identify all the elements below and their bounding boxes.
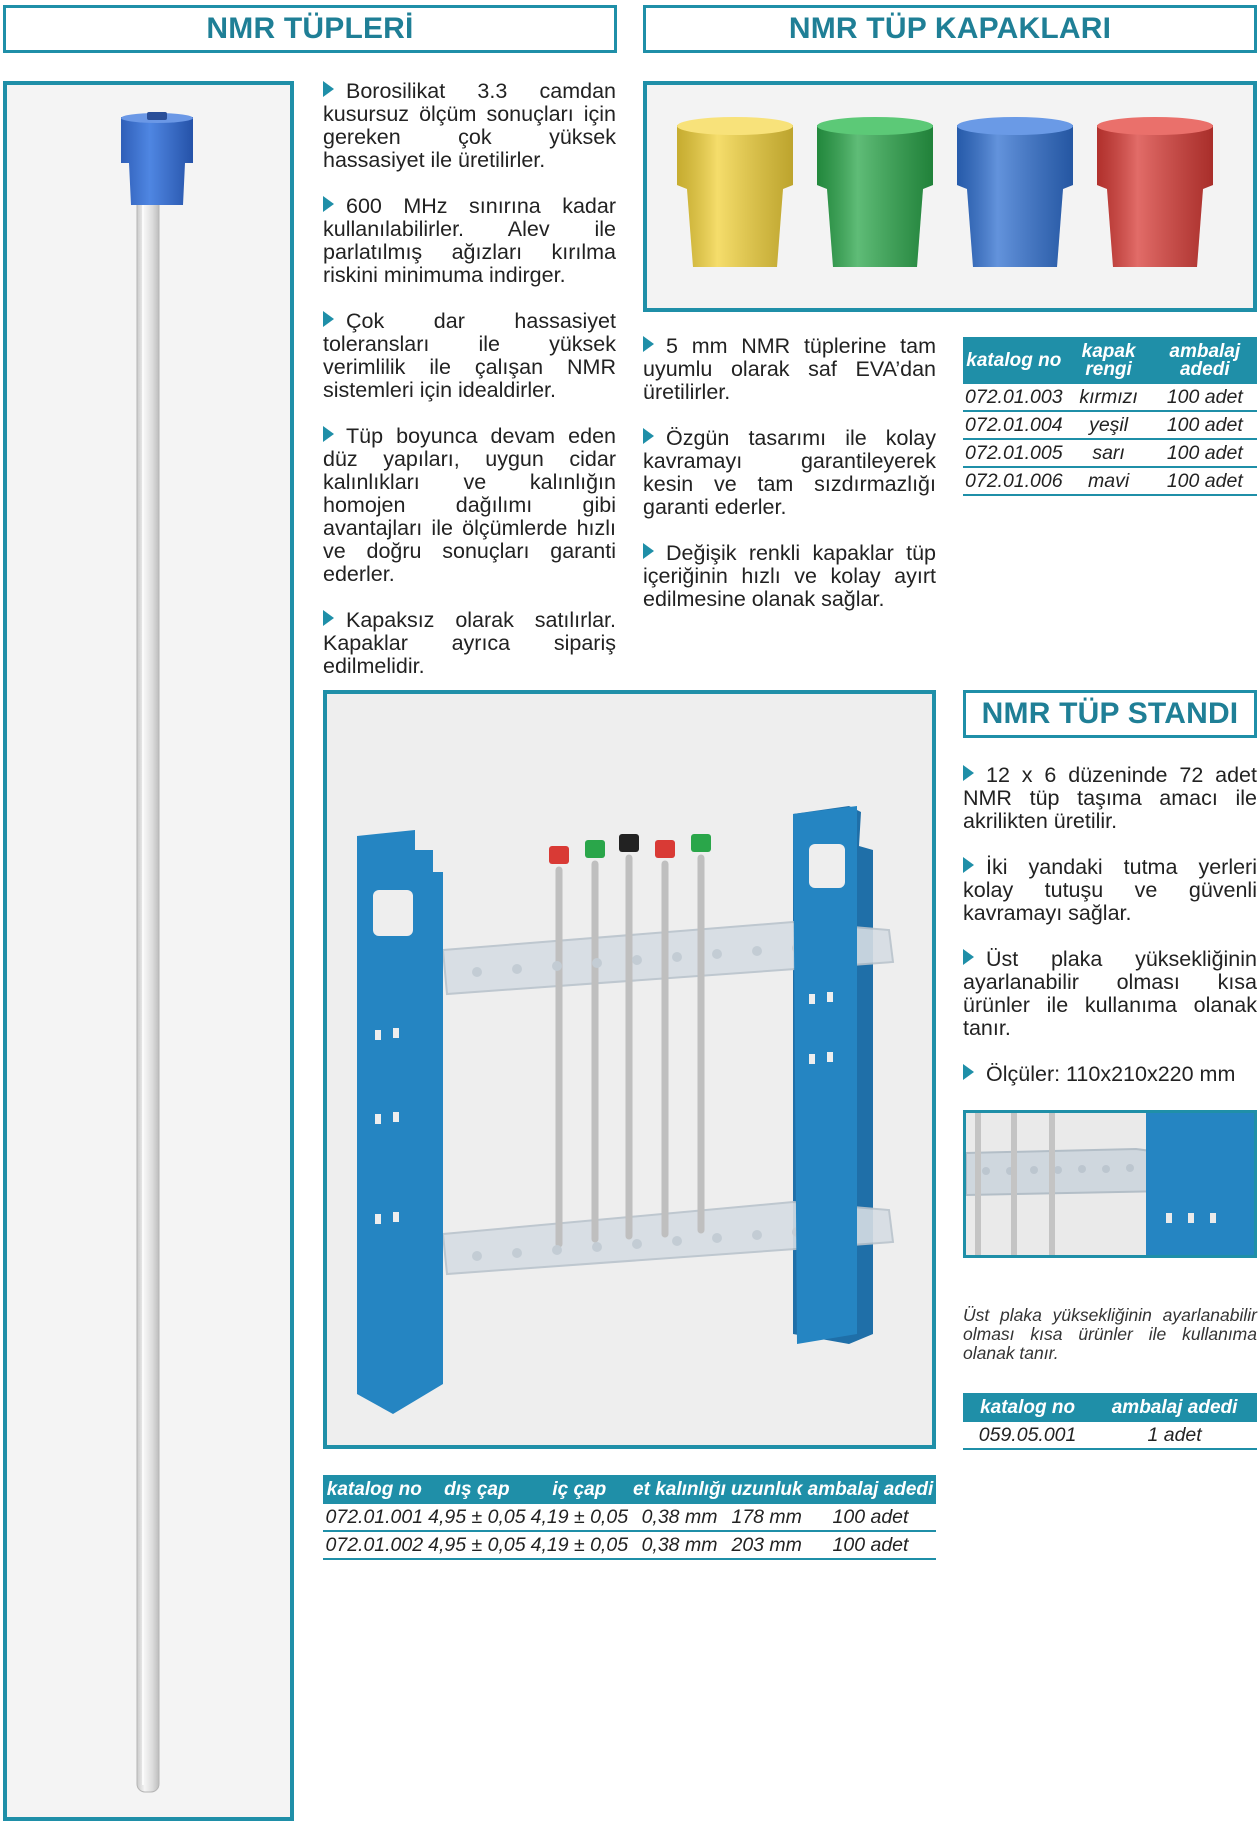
caps-feature-item: Özgün tasarımı ile kolay kavramayı garantileyerek kesin ve tam sızdırmazlığı garanti ederler.	[643, 426, 936, 519]
caps-feature-item: 5 mm NMR tüplerine tam uyumlu olarak saf EVA’dan üretilirler.	[643, 334, 936, 404]
table-header-cell: ambalaj adedi	[1153, 337, 1257, 383]
table-cell: 4,19 ± 0,05	[528, 1531, 630, 1559]
table-header-cell: katalog no	[963, 337, 1065, 383]
table-cell: 072.01.001	[323, 1503, 426, 1531]
table-cell: 100 adet	[1153, 383, 1257, 411]
nmr-tube-image	[7, 85, 290, 1817]
table-row	[963, 439, 1257, 467]
caps-section-title: NMR TÜP KAPAKLARI	[643, 5, 1257, 53]
tubes-feature-item: Kapaksız olarak satılırlar. Kapaklar ayrıca sipariş edilmelidir.	[323, 608, 616, 678]
arrow-bullet-icon	[963, 857, 974, 873]
table-cell: kırmızı	[1065, 383, 1153, 411]
table-row	[963, 383, 1257, 411]
tubes-section-title: NMR TÜPLERİ	[3, 5, 617, 53]
caps-image-frame	[643, 81, 1257, 312]
table-header-cell: ambalaj adedi	[805, 1475, 936, 1503]
table-cell: 178 mm	[728, 1503, 805, 1531]
table-cell: 059.05.001	[963, 1421, 1092, 1449]
table-cell: 100 adet	[805, 1503, 936, 1531]
table-cell: 072.01.005	[963, 439, 1065, 467]
table-row	[963, 411, 1257, 439]
blue-cap-icon	[957, 117, 1073, 267]
arrow-bullet-icon	[963, 1064, 974, 1080]
table-cell: mavi	[1065, 467, 1153, 495]
table-cell: 072.01.003	[963, 383, 1065, 411]
arrow-bullet-icon	[323, 311, 334, 327]
arrow-bullet-icon	[323, 610, 334, 626]
stand-feature-item: Üst plaka yüksekliğinin ayarlanabilir olması kısa ürünler ile kullanıma olanak tanır.	[963, 947, 1257, 1040]
caps-feature-list	[643, 335, 936, 634]
table-header-row	[323, 1475, 936, 1503]
table-header-cell: et kalınlığı	[631, 1475, 729, 1503]
table-cell: sarı	[1065, 439, 1153, 467]
table-cell: yeşil	[1065, 411, 1153, 439]
stand-detail-image	[966, 1113, 1254, 1255]
tubes-feature-item: Borosilikat 3.3 camdan kusursuz ölçüm sonuçları için gereken çok yüksek hassasiyet ile üretilirler.	[323, 79, 616, 172]
arrow-bullet-icon	[643, 336, 654, 352]
table-cell: 0,38 mm	[631, 1531, 729, 1559]
table-cell: 100 adet	[805, 1531, 936, 1559]
table-row	[963, 1421, 1257, 1449]
arrow-bullet-icon	[643, 428, 654, 444]
table-header-cell: katalog no	[963, 1393, 1092, 1421]
arrow-bullet-icon	[323, 196, 334, 212]
nmr-stand-image	[327, 694, 932, 1445]
table-cell: 072.01.002	[323, 1531, 426, 1559]
stand-feature-item: İki yandaki tutma yerleri kolay tutuşu ve güvenli kavramayı sağlar.	[963, 855, 1257, 925]
tubes-feature-item: Tüp boyunca devam eden düz yapıları, uygun cidar kalınlıkları ve kalınlığın homojen dağılımı gibi avantajları ile ölçümlerde hızlı ve doğru sonuçları garanti ederler.	[323, 424, 616, 586]
stand-section-title: NMR TÜP STANDI	[963, 690, 1257, 738]
table-cell: 4,95 ± 0,05	[426, 1503, 528, 1531]
table-cell: 4,95 ± 0,05	[426, 1531, 528, 1559]
caps-image	[647, 85, 1253, 308]
table-header-cell: uzunluk	[728, 1475, 805, 1503]
table-header-row	[963, 337, 1257, 383]
arrow-bullet-icon	[323, 426, 334, 442]
arrow-bullet-icon	[643, 543, 654, 559]
caps-catalog-table	[963, 337, 1257, 496]
table-row	[323, 1531, 936, 1559]
arrow-bullet-icon	[963, 949, 974, 965]
table-header-row	[963, 1393, 1257, 1421]
stand-image-caption: Üst plaka yüksekliğinin ayarlanabilir olması kısa ürünler ile kullanıma olanak tanır.	[963, 1305, 1257, 1363]
stand-image-frame	[323, 690, 936, 1449]
stand-detail-image-frame	[963, 1110, 1257, 1258]
arrow-bullet-icon	[963, 765, 974, 781]
stand-feature-list	[963, 764, 1257, 1109]
green-cap-icon	[817, 117, 933, 267]
stand-feature-item: Ölçüler: 110x210x220 mm	[963, 1063, 1257, 1086]
table-cell: 1 adet	[1092, 1421, 1257, 1449]
red-cap-icon	[1097, 117, 1213, 267]
table-row	[323, 1503, 936, 1531]
tubes-catalog-table	[323, 1475, 936, 1560]
caps-feature-item: Değişik renkli kapaklar tüp içeriğinin hızlı ve kolay ayırt edilmesine olanak sağlar.	[643, 541, 936, 611]
table-cell: 203 mm	[728, 1531, 805, 1559]
tubes-feature-item: 600 MHz sınırına kadar kullanılabilirler. Alev ile parlatılmış ağızları kırılma riskini minimuma indirger.	[323, 194, 616, 287]
stand-feature-item: 12 x 6 düzeninde 72 adet NMR tüp taşıma amacı ile akrilikten üretilir.	[963, 763, 1257, 833]
table-cell: 0,38 mm	[631, 1503, 729, 1531]
table-cell: 072.01.004	[963, 411, 1065, 439]
tubes-feature-item: Çok dar hassasiyet toleransları ile yüksek verimlilik ile çalışan NMR sistemleri için idealdirler.	[323, 309, 616, 402]
tube-image-frame	[3, 81, 294, 1821]
table-row	[963, 467, 1257, 495]
table-cell: 4,19 ± 0,05	[528, 1503, 630, 1531]
stand-catalog-table	[963, 1393, 1257, 1450]
table-cell: 100 adet	[1153, 467, 1257, 495]
table-header-cell: ambalaj adedi	[1092, 1393, 1257, 1421]
table-header-cell: dış çap	[426, 1475, 528, 1503]
table-header-cell: kapak rengi	[1065, 337, 1153, 383]
tubes-feature-list	[323, 80, 616, 701]
table-header-cell: katalog no	[323, 1475, 426, 1503]
table-cell: 072.01.006	[963, 467, 1065, 495]
table-cell: 100 adet	[1153, 411, 1257, 439]
table-cell: 100 adet	[1153, 439, 1257, 467]
table-header-cell: iç çap	[528, 1475, 630, 1503]
arrow-bullet-icon	[323, 81, 334, 97]
yellow-cap-icon	[677, 117, 793, 267]
